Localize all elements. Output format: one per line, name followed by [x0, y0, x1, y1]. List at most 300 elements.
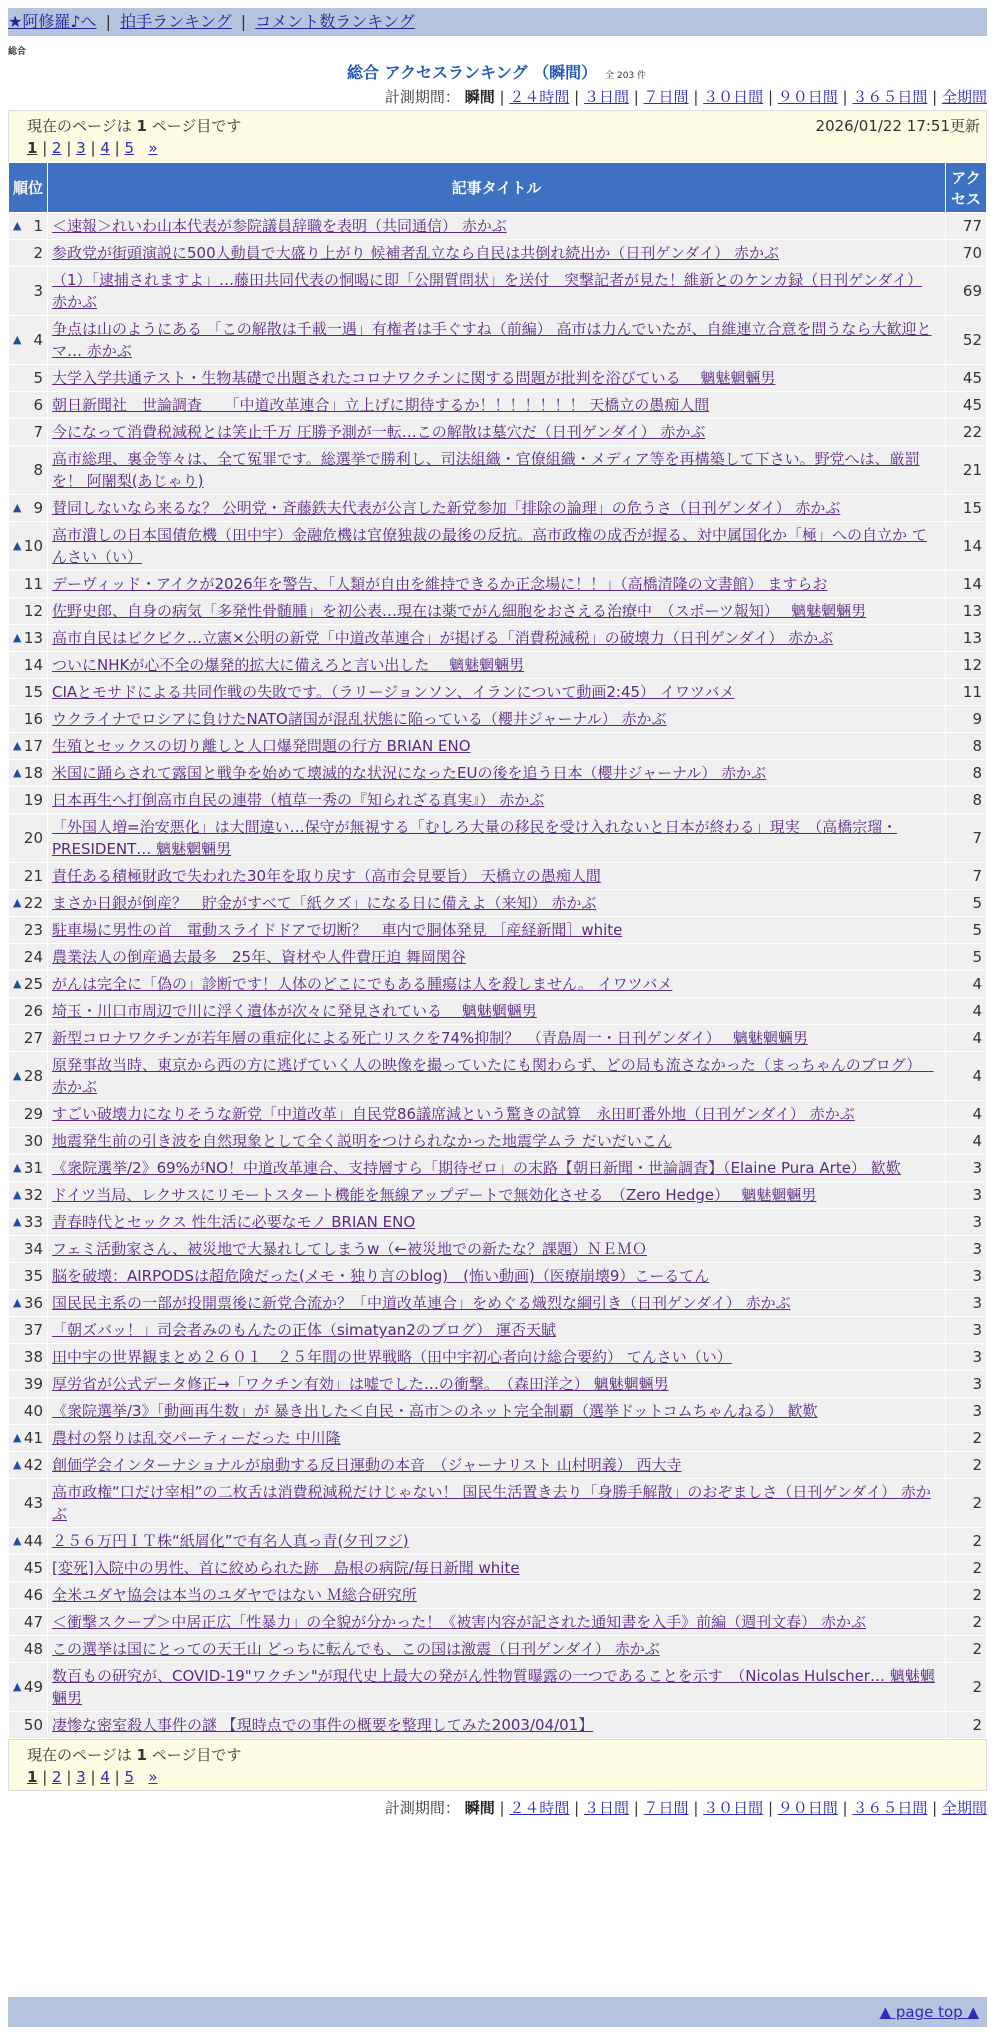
rank-cell	[9, 1555, 48, 1582]
table-row	[9, 1636, 987, 1663]
page-2-link[interactable]: 2	[52, 139, 62, 157]
page-5-link[interactable]: 5	[124, 1768, 134, 1786]
total-count: 全 203 件	[605, 71, 647, 81]
clap-ranking-link[interactable]: 拍手ランキング	[120, 12, 232, 31]
article-title-link[interactable]: 米国に踊らされて露国と戦争を始めて壊滅的な状況になったEUの後を追う日本（櫻井ジャーナル） 赤かぶ	[52, 764, 767, 782]
table-row	[9, 1371, 987, 1398]
access-count: 2	[946, 1609, 987, 1636]
access-count: 3	[946, 1209, 987, 1236]
table-row	[9, 1263, 987, 1290]
period-7d[interactable]: ７日間	[643, 1799, 689, 1817]
comment-ranking-link[interactable]: コメント数ランキング	[255, 12, 415, 31]
title-cell	[48, 890, 946, 917]
access-count: 9	[946, 706, 987, 733]
rank-number: 26	[23, 1002, 43, 1020]
article-title-link[interactable]: 全米ユダヤ協会は本当のユダヤではない Ｍ総合研究所	[52, 1586, 417, 1604]
table-row	[9, 890, 987, 917]
article-title-link[interactable]: 《衆院選挙/2》69%がNO！中道改革連合、支持層すら「期待ゼロ」の末路【朝日新聞・世論調査】（Elaine Pura Arte） 歓歎	[52, 1159, 901, 1177]
page-1-current: 1	[27, 1768, 38, 1786]
rank-cell	[9, 1425, 48, 1452]
access-count: 3	[946, 1236, 987, 1263]
table-row	[9, 419, 987, 446]
table-row	[9, 598, 987, 625]
rank-number: 14	[23, 656, 43, 674]
article-title-link[interactable]: 高市自民はビクビク…立憲×公明の新党「中道改革連合」が掲げる「消費税減税」の破壊力（日刊ゲンダイ） 赤かぶ	[52, 629, 834, 647]
article-title-link[interactable]: すごい破壊力になりそうな新党「中道改革」自民党86議席減という驚きの試算 永田町番外地（日刊ゲンダイ） 赤かぶ	[52, 1105, 855, 1123]
access-count: 15	[946, 495, 987, 522]
period-3d[interactable]: ３日間	[583, 1799, 629, 1817]
up-arrow-icon: ▲	[13, 1188, 22, 1201]
article-title-link[interactable]: 駐車場に男性の首 電動スライドドアで切断？ 車内で胴体発見 ［産経新聞］white	[52, 921, 623, 939]
article-title-link[interactable]: 生殖とセックスの切り離しと人口爆発問題の行方 BRIAN ENO	[52, 737, 471, 755]
next-page-link[interactable]: »	[148, 139, 158, 157]
rank-number: 9	[33, 499, 43, 517]
table-row	[9, 863, 987, 890]
rank-cell	[9, 1317, 48, 1344]
rank-cell	[9, 1371, 48, 1398]
rank-number: 37	[23, 1321, 43, 1339]
rank-cell	[9, 944, 48, 971]
col-access: アクセス	[946, 163, 987, 213]
access-count: 3	[946, 1317, 987, 1344]
bottom-bar	[8, 1997, 987, 2027]
article-title-link[interactable]: 参政党が街頭演説に500人動員で大盛り上がり 候補者乱立なら自民は共倒れ続出か（日刊ゲンダイ） 赤かぶ	[52, 244, 779, 262]
table-header-row	[9, 163, 987, 213]
rank-cell	[9, 814, 48, 863]
article-title-link[interactable]: 「外国人増=治安悪化」は大間違い…保守が無視する「むしろ大量の移民を受け入れないと日本が終わる」現実 （高橋宗瑠・PRESIDENT… 魑魅魍魎男	[52, 818, 898, 858]
article-title-link[interactable]: 新型コロナワクチンが若年層の重症化による死亡リスクを74%抑制？ （青島周一・日刊ゲンダイ） 魑魅魍魎男	[52, 1029, 808, 1047]
rank-cell	[9, 625, 48, 652]
period-label: 計測期間：	[384, 1799, 460, 1817]
article-title-link[interactable]: 「朝ズバッ！」司会者みのもんたの正体（simatyan2のブログ） 運否天賦	[52, 1321, 557, 1339]
article-title-link[interactable]: 青春時代とセックス 性生活に必要なモノ BRIAN ENO	[52, 1213, 416, 1231]
access-count: 2	[946, 1712, 987, 1739]
access-count: 5	[946, 890, 987, 917]
rank-cell	[9, 1452, 48, 1479]
access-count: 4	[946, 1052, 987, 1101]
home-link[interactable]: ★阿修羅♪へ	[8, 12, 97, 31]
table-row	[9, 446, 987, 495]
title-cell	[48, 1182, 946, 1209]
title-cell	[48, 1663, 946, 1712]
rank-cell	[9, 213, 48, 240]
access-count: 4	[946, 1025, 987, 1052]
period-selector-top: 計測期間： 瞬間 | ２４時間 | ３日間 | ７日間 | ３０日間 | ９０日間 | ３６５日間 | 全期間	[384, 88, 987, 106]
up-arrow-icon: ▲	[13, 766, 22, 779]
article-title-link[interactable]: 数百もの研究が、COVID-19"ワクチン"が現代史上最大の発がん性物質曝露の一つであることを示す （Nicolas Hulscher… 魑魅魍魎男	[52, 1667, 935, 1707]
title-cell	[48, 1528, 946, 1555]
article-title-link[interactable]: この選挙は国にとっての天王山 どっちに転んでも、この国は激震（日刊ゲンダイ） 赤かぶ	[52, 1640, 660, 1658]
period-24h[interactable]: ２４時間	[509, 88, 570, 106]
up-arrow-icon: ▲	[13, 1431, 22, 1444]
table-row	[9, 944, 987, 971]
table-row	[9, 971, 987, 998]
period-all[interactable]: 全期間	[941, 1799, 987, 1817]
article-title-link[interactable]: 日本再生へ打倒高市自民の連帯（植草一秀の『知られざる真実』） 赤かぶ	[52, 791, 545, 809]
category-label: 総合	[8, 47, 27, 57]
up-arrow-icon: ▲	[13, 1161, 22, 1174]
table-row	[9, 917, 987, 944]
rank-number: 7	[33, 423, 43, 441]
rank-number: 25	[23, 975, 43, 993]
access-count: 2	[946, 1528, 987, 1555]
article-title-link[interactable]: 国民民主系の一部が投開票後に新党合流か？「中道改革連合」をめぐる熾烈な綱引き（日刊ゲンダイ） 赤かぶ	[52, 1294, 791, 1312]
title-cell	[48, 1317, 946, 1344]
article-title-link[interactable]: ２５６万円ＩＴ株“紙屑化”で有名人真っ青(夕刊フジ)	[52, 1532, 409, 1550]
rank-number: 6	[33, 396, 43, 414]
period-90d[interactable]: ９０日間	[777, 88, 838, 106]
rank-cell	[9, 998, 48, 1025]
rank-number: 1	[33, 217, 43, 235]
article-title-link[interactable]: 大学入学共通テスト・生物基礎で出題されたコロナワクチンに関する問題が批判を浴びている 魑魅魍魎男	[52, 369, 776, 387]
rank-cell	[9, 1609, 48, 1636]
table-row	[9, 1398, 987, 1425]
table-row	[9, 213, 987, 240]
article-title-link[interactable]: 埼玉・川口市周辺で川に浮く遺体が次々に発見されている 魑魅魍魎男	[52, 1002, 537, 1020]
access-count: 3	[946, 1398, 987, 1425]
period-current: 瞬間	[464, 88, 495, 106]
rank-cell	[9, 1663, 48, 1712]
period-24h[interactable]: ２４時間	[509, 1799, 570, 1817]
rank-cell	[9, 1636, 48, 1663]
table-row	[9, 787, 987, 814]
access-count: 21	[946, 446, 987, 495]
up-arrow-icon: ▲	[13, 501, 22, 514]
rank-number: 4	[33, 331, 43, 349]
rank-cell	[9, 1182, 48, 1209]
period-365d[interactable]: ３６５日間	[852, 1799, 928, 1817]
up-arrow-icon: ▲	[13, 539, 22, 552]
rank-number: 47	[23, 1613, 43, 1631]
article-title-link[interactable]: 田中宇の世界観まとめ２６０１ ２５年間の世界戦略（田中宇初心者向け総合要約） てんさい（い）	[52, 1348, 732, 1366]
title-cell	[48, 1025, 946, 1052]
title-cell	[48, 240, 946, 267]
access-count: 2	[946, 1582, 987, 1609]
access-count: 22	[946, 419, 987, 446]
pager-box-bottom	[8, 1739, 987, 1791]
up-arrow-icon: ▲	[13, 1069, 22, 1082]
table-row	[9, 1101, 987, 1128]
rank-number: 8	[33, 461, 43, 479]
rank-number: 45	[23, 1559, 43, 1577]
table-row	[9, 1155, 987, 1182]
table-row	[9, 625, 987, 652]
up-arrow-icon: ▲	[13, 219, 22, 232]
title-cell	[48, 679, 946, 706]
rank-cell	[9, 787, 48, 814]
article-title-link[interactable]: がんは完全に「偽の」診断です！人体のどこにでもある腫瘍は人を殺しません。 イワツバメ	[52, 975, 673, 993]
rank-cell	[9, 1582, 48, 1609]
up-arrow-icon: ▲	[13, 333, 22, 346]
rank-cell	[9, 495, 48, 522]
title-cell	[48, 267, 946, 316]
page-top-link[interactable]: ▲ page top ▲	[879, 2003, 979, 2021]
article-title-link[interactable]: 朝日新聞社 世論調査 「中道改革連合」立上げに期待するか！！！！！！！ 天橋立の愚痴人間	[52, 396, 710, 414]
up-arrow-icon: ▲	[13, 1680, 22, 1693]
title-cell	[48, 1712, 946, 1739]
title-cell	[48, 652, 946, 679]
rank-number: 46	[23, 1586, 43, 1604]
rank-cell	[9, 1128, 48, 1155]
table-row	[9, 1452, 987, 1479]
rank-cell	[9, 392, 48, 419]
article-title-link[interactable]: 《衆院選挙/3》「動画再生数」が 暴き出した＜自民・高市＞のネット完全制覇（選挙ドットコムちゃんねる） 歓歎	[52, 1402, 818, 1420]
table-row	[9, 1582, 987, 1609]
article-title-link[interactable]: まさか日銀が倒産？ 貯金がすべて「紙クズ」になる日に備えよ（来知） 赤かぶ	[52, 894, 597, 912]
table-row	[9, 495, 987, 522]
rank-cell	[9, 1263, 48, 1290]
period-all[interactable]: 全期間	[941, 88, 987, 106]
page-4-link[interactable]: 4	[100, 139, 110, 157]
access-count: 13	[946, 598, 987, 625]
next-page-link[interactable]: »	[148, 1768, 158, 1786]
rank-cell	[9, 1052, 48, 1101]
table-row	[9, 1182, 987, 1209]
table-row	[9, 1609, 987, 1636]
period-90d[interactable]: ９０日間	[777, 1799, 838, 1817]
title-cell	[48, 917, 946, 944]
page-2-link[interactable]: 2	[52, 1768, 62, 1786]
access-count: 8	[946, 733, 987, 760]
rank-cell	[9, 522, 48, 571]
rank-number: 13	[23, 629, 43, 647]
rank-cell	[9, 1479, 48, 1528]
rank-cell	[9, 1528, 48, 1555]
page-title: 総合 アクセスランキング （瞬間）	[346, 63, 598, 82]
title-cell	[48, 1609, 946, 1636]
page-5-link[interactable]: 5	[124, 139, 134, 157]
up-arrow-icon: ▲	[13, 1458, 22, 1471]
rank-number: 35	[23, 1267, 43, 1285]
access-count: 14	[946, 522, 987, 571]
table-row	[9, 1425, 987, 1452]
title-cell	[48, 814, 946, 863]
article-title-link[interactable]: 高市総理、裏金等々は、全て冤罪です。総選挙で勝利し、司法組織・官僚組織・メディア等を再構築して下さい。野党へは、厳罰を！ 阿闍梨(あじゃり)	[52, 450, 920, 490]
article-title-link[interactable]: 脳を破壊：AIRPODSは超危険だった(メモ・独り言のblog) (怖い動画)（医療崩壊9）こーるてん	[52, 1267, 710, 1285]
article-title-link[interactable]: 農業法人の倒産過去最多 25年、資材や人件費圧迫 舞岡関谷	[52, 948, 466, 966]
article-title-link[interactable]: 今になって消費税減税とは笑止千万 圧勝予測が一転…この解散は墓穴だ（日刊ゲンダイ） 赤かぶ	[52, 423, 706, 441]
table-row	[9, 679, 987, 706]
title-cell	[48, 1052, 946, 1101]
rank-number: 29	[23, 1105, 43, 1123]
rank-number: 19	[23, 791, 43, 809]
article-title-link[interactable]: CIAとモサドによる共同作戦の失敗です。（ラリージョンソン、イランについて動画2:45） イワツバメ	[52, 683, 735, 701]
rank-cell	[9, 598, 48, 625]
rank-cell	[9, 706, 48, 733]
article-title-link[interactable]: 厚労省が公式データ修正→「ワクチン有効」は嘘でした…の衝撃。 （森田洋之） 魑魅魍魎男	[52, 1375, 669, 1393]
access-count: 3	[946, 1263, 987, 1290]
article-title-link[interactable]: 凄惨な密室殺人事件の謎 【現時点での事件の概要を整理してみた2003/04/01】	[52, 1716, 594, 1734]
access-count: 5	[946, 917, 987, 944]
rank-number: 50	[23, 1716, 43, 1734]
title-cell	[48, 1582, 946, 1609]
table-row	[9, 1479, 987, 1528]
period-365d[interactable]: ３６５日間	[852, 88, 928, 106]
rank-number: 24	[23, 948, 43, 966]
rank-cell	[9, 446, 48, 495]
page-3-link[interactable]: 3	[76, 1768, 86, 1786]
rank-cell	[9, 652, 48, 679]
article-title-link[interactable]: 争点は山のようにある 「この解散は千載一遇」有権者は手ぐすね（前編） 高市は力んでいたが、自維連立合意を問うなら大歓迎とマ… 赤かぶ	[52, 320, 932, 360]
rank-cell	[9, 419, 48, 446]
rank-number: 20	[23, 829, 43, 847]
access-count: 2	[946, 1479, 987, 1528]
up-arrow-icon: ▲	[13, 977, 22, 990]
access-count: 3	[946, 1344, 987, 1371]
title-cell	[48, 1209, 946, 1236]
article-title-link[interactable]: 責任ある積極財政で失われた30年を取り戻す（高市会見要旨） 天橋立の愚痴人間	[52, 867, 601, 885]
title-cell	[48, 316, 946, 365]
access-count: 14	[946, 571, 987, 598]
up-arrow-icon: ▲	[13, 1215, 22, 1228]
pagination: 1 | 2 | 3 | 4 | 5 »	[27, 1768, 158, 1786]
access-count: 4	[946, 1101, 987, 1128]
up-arrow-icon: ▲	[13, 1534, 22, 1547]
title-cell	[48, 446, 946, 495]
title-cell	[48, 522, 946, 571]
rank-cell	[9, 1236, 48, 1263]
table-row	[9, 316, 987, 365]
table-row	[9, 1236, 987, 1263]
access-count: 77	[946, 213, 987, 240]
rank-number: 31	[23, 1159, 43, 1177]
table-row	[9, 1712, 987, 1739]
title-cell	[48, 1636, 946, 1663]
updated-timestamp: 2026/01/22 17:51更新	[815, 117, 980, 135]
period-30d[interactable]: ３０日間	[703, 88, 764, 106]
table-row	[9, 998, 987, 1025]
rank-number: 48	[23, 1640, 43, 1658]
rank-number: 15	[23, 683, 43, 701]
article-title-link[interactable]: 佐野史郎、自身の病気「多発性骨髄腫」を初公表…現在は薬でがん細胞をおさえる治療中 （スポーツ報知） 魑魅魍魎男	[52, 602, 867, 620]
title-cell	[48, 760, 946, 787]
period-7d[interactable]: ７日間	[643, 88, 689, 106]
access-count: 45	[946, 365, 987, 392]
access-count: 69	[946, 267, 987, 316]
title-cell	[48, 1236, 946, 1263]
rank-cell	[9, 971, 48, 998]
rank-cell	[9, 863, 48, 890]
period-3d[interactable]: ３日間	[583, 88, 629, 106]
table-row	[9, 1317, 987, 1344]
access-count: 2	[946, 1636, 987, 1663]
rank-number: 32	[23, 1186, 43, 1204]
rank-cell	[9, 1344, 48, 1371]
table-row	[9, 240, 987, 267]
rank-cell	[9, 1398, 48, 1425]
article-title-link[interactable]: ＜衝撃スクープ＞中居正広「性暴力」の全貌が分かった！《被害内容が記された通知書を入手》前編（週刊文春） 赤かぶ	[52, 1613, 867, 1631]
access-count: 4	[946, 971, 987, 998]
rank-number: 22	[23, 894, 43, 912]
title-cell	[48, 1128, 946, 1155]
article-title-link[interactable]: 賛同しないなら来るな？ 公明党・斉藤鉄夫代表が公言した新党参加「排除の論理」の危うさ（日刊ゲンダイ） 赤かぶ	[52, 499, 841, 517]
rank-number: 49	[23, 1678, 43, 1696]
article-title-link[interactable]: 創価学会インターナショナルが扇動する反日運動の本音 （ジャーナリスト 山村明義） 西大寺	[52, 1456, 682, 1474]
up-arrow-icon: ▲	[13, 739, 22, 752]
period-30d[interactable]: ３０日間	[703, 1799, 764, 1817]
title-cell	[48, 1479, 946, 1528]
access-count: 3	[946, 1182, 987, 1209]
article-title-link[interactable]: 原発事故当時、東京から西の方に逃げていく人の映像を撮っていたにも関わらず、どの局も流さなかった（まっちゃんのブログ） 赤かぶ	[52, 1056, 934, 1096]
period-label: 計測期間：	[384, 88, 460, 106]
article-title-link[interactable]: 地震発生前の引き波を自然現象として全く説明をつけられなかった地震学ムラ だいだいこん	[52, 1132, 672, 1150]
rank-number: 11	[23, 575, 43, 593]
rank-number: 43	[23, 1494, 43, 1512]
pager-box-top	[8, 110, 987, 164]
rank-cell	[9, 733, 48, 760]
title-cell	[48, 213, 946, 240]
rank-number: 28	[23, 1067, 43, 1085]
rank-number: 42	[23, 1456, 43, 1474]
title-cell	[48, 598, 946, 625]
article-title-link[interactable]: （1）「逮捕されますよ」…藤田共同代表の恫喝に即「公開質問状」を送付 突撃記者が見た！維新とのケンカ録（日刊ゲンダイ） 赤かぶ	[52, 271, 923, 311]
rank-number: 34	[23, 1240, 43, 1258]
title-cell	[48, 419, 946, 446]
article-title-link[interactable]: 高市政権“口だけ宰相”の二枚舌は消費税減税だけじゃない！ 国民生活置き去り「身勝手解散」のおぞましさ（日刊ゲンダイ） 赤かぶ	[52, 1483, 931, 1523]
title-cell	[48, 1371, 946, 1398]
rank-number: 2	[33, 244, 43, 262]
table-row	[9, 1128, 987, 1155]
col-title: 記事タイトル	[48, 163, 946, 213]
rank-number: 5	[33, 369, 43, 387]
title-cell	[48, 971, 946, 998]
title-cell	[48, 787, 946, 814]
article-title-link[interactable]: ついにNHKが心不全の爆発的拡大に備えろと言い出した 魑魅魍魎男	[52, 656, 525, 674]
title-cell	[48, 944, 946, 971]
article-title-link[interactable]: フェミ活動家さん、被災地で大暴れしてしまうw（←被災地での新たな？課題）ＮＥＭＯ	[52, 1240, 647, 1258]
title-cell	[48, 365, 946, 392]
article-title-link[interactable]: ドイツ当局、レクサスにリモートスタート機能を無線アップデートで無効化させる （Zero Hedge） 魑魅魍魎男	[52, 1186, 817, 1204]
access-count: 7	[946, 863, 987, 890]
title-cell	[48, 392, 946, 419]
rank-number: 36	[23, 1294, 43, 1312]
access-count: 2	[946, 1425, 987, 1452]
table-row	[9, 760, 987, 787]
rank-number: 38	[23, 1348, 43, 1366]
period-selector-bottom: 計測期間： 瞬間 | ２４時間 | ３日間 | ７日間 | ３０日間 | ９０日間 | ３６５日間 | 全期間	[384, 1799, 987, 1817]
access-count: 12	[946, 652, 987, 679]
nav-separator: |	[240, 12, 247, 31]
rank-number: 30	[23, 1132, 43, 1150]
table-row	[9, 1052, 987, 1101]
article-title-link[interactable]: デーヴィッド・アイクが2026年を警告、「人類が自由を維持できるか正念場に！！」（高橋清隆の文書館） ますらお	[52, 575, 828, 593]
table-row	[9, 365, 987, 392]
table-row	[9, 1025, 987, 1052]
article-title-link[interactable]: ＜速報＞れいわ山本代表が参院議員辞職を表明（共同通信） 赤かぶ	[52, 217, 507, 235]
access-count: 2	[946, 1452, 987, 1479]
article-title-link[interactable]: ウクライナでロシアに負けたNATO諸国が混乱状態に陥っている（櫻井ジャーナル） 赤かぶ	[52, 710, 667, 728]
page-3-link[interactable]: 3	[76, 139, 86, 157]
ranking-table	[8, 162, 987, 1739]
access-count: 2	[946, 1555, 987, 1582]
page-1-current: 1	[27, 139, 38, 157]
article-title-link[interactable]: [変死]入院中の男性、首に絞められた跡 島根の病院/毎日新聞 white	[52, 1559, 520, 1577]
access-count: 4	[946, 1128, 987, 1155]
rank-number: 10	[23, 537, 43, 555]
article-title-link[interactable]: 高市潰しの日本国債危機（田中宇）金融危機は官僚独裁の最後の反抗。高市政権の成否が握る、対中属国化か「極」への自立か てんさい（い）	[52, 526, 927, 566]
rank-cell	[9, 267, 48, 316]
rank-cell	[9, 1712, 48, 1739]
access-count: 52	[946, 316, 987, 365]
top-nav-bar	[8, 8, 987, 36]
rank-cell	[9, 1025, 48, 1052]
rank-cell	[9, 890, 48, 917]
page-4-link[interactable]: 4	[100, 1768, 110, 1786]
rank-number: 21	[23, 867, 43, 885]
article-title-link[interactable]: 農村の祭りは乱交パーティーだった 中川隆	[52, 1429, 341, 1447]
rank-cell	[9, 316, 48, 365]
rank-cell	[9, 571, 48, 598]
